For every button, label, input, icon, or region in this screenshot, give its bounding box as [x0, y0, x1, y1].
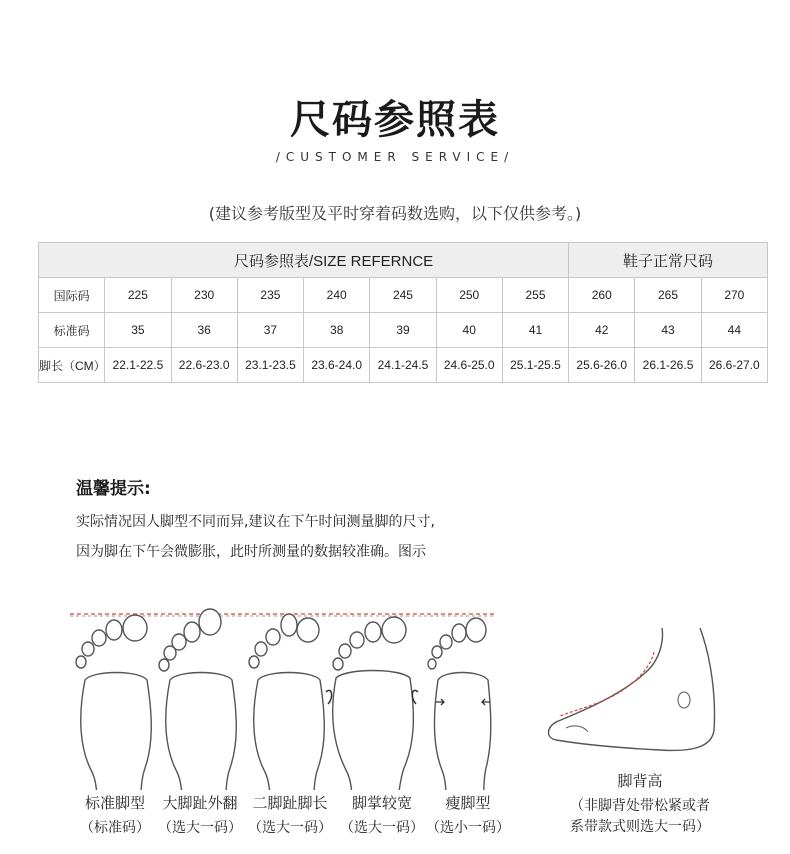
- table-cell: 225: [105, 278, 171, 313]
- foot-advice-wide: （选大一码）: [340, 820, 424, 836]
- table-cell: 26.1-26.5: [635, 348, 701, 383]
- tips-line-2: 因为脚在下午会微膨胀，此时所测量的数据较准确。图示: [76, 544, 426, 560]
- table-cell: 23.6-24.0: [304, 348, 370, 383]
- foot-advice-high-instep-2: 系带款式则选大一码）: [570, 819, 710, 835]
- table-cell: 39: [370, 313, 436, 348]
- table-cell: 36: [171, 313, 237, 348]
- reference-note: (建议参考版型及平时穿着码数选购，以下仅供参考。): [208, 204, 582, 223]
- table-cell: 255: [502, 278, 568, 313]
- table-header-row: [39, 243, 768, 278]
- foot-advice-bunion: （选大一码）: [158, 820, 242, 836]
- table-cell: 245: [370, 278, 436, 313]
- table-cell: 240: [304, 278, 370, 313]
- table-cell: 25.6-26.0: [569, 348, 635, 383]
- foot-illustrations: [0, 600, 790, 790]
- tips-title: 温馨提示:: [76, 479, 151, 499]
- foot-name-standard: 标准脚型: [84, 794, 145, 812]
- tips-line-1: 实际情况因人脚型不同而异,建议在下午时间测量脚的尺寸,: [76, 514, 435, 530]
- table-main-header: 尺码参照表/SIZE REFERNCE: [39, 243, 569, 278]
- row-label: 国际码: [39, 278, 105, 313]
- foot-name-high-instep: 脚背高: [617, 772, 663, 790]
- table-cell: 230: [171, 278, 237, 313]
- table-row: [39, 278, 768, 313]
- table-cell: 44: [701, 313, 767, 348]
- table-cell: 235: [237, 278, 303, 313]
- table-cell: 40: [436, 313, 502, 348]
- foot-standard-icon: [76, 615, 151, 790]
- table-right-header: 鞋子正常尺码: [569, 243, 768, 278]
- foot-slim-icon: [428, 618, 491, 790]
- table-cell: 35: [105, 313, 171, 348]
- foot-high-instep-icon: [549, 628, 715, 750]
- table-row: [39, 313, 768, 348]
- table-cell: 250: [436, 278, 502, 313]
- table-cell: 22.6-23.0: [171, 348, 237, 383]
- foot-advice-high-instep-1: （非脚背处带松紧或者: [570, 798, 710, 814]
- foot-advice-slim: （选小一码）: [426, 820, 510, 836]
- table-cell: 24.1-24.5: [370, 348, 436, 383]
- foot-name-wide: 脚掌较宽: [351, 794, 412, 812]
- table-cell: 265: [635, 278, 701, 313]
- size-table: [38, 242, 768, 383]
- table-cell: 42: [569, 313, 635, 348]
- table-cell: 260: [569, 278, 635, 313]
- table-cell: 25.1-25.5: [502, 348, 568, 383]
- foot-name-long-second-toe: 二脚趾脚长: [252, 794, 328, 812]
- foot-wide-icon: [326, 617, 418, 790]
- table-cell: 270: [701, 278, 767, 313]
- page-subtitle: /CUSTOMER SERVICE/: [275, 150, 515, 164]
- table-cell: 23.1-23.5: [237, 348, 303, 383]
- table-cell: 38: [304, 313, 370, 348]
- row-label: 标准码: [39, 313, 105, 348]
- row-label: 脚长（CM）: [39, 348, 105, 383]
- foot-bunion-icon: [159, 609, 236, 790]
- table-row: [39, 348, 768, 383]
- table-cell: 22.1-22.5: [105, 348, 171, 383]
- table-cell: 26.6-27.0: [701, 348, 767, 383]
- page-title: 尺码参照表: [290, 97, 500, 143]
- foot-name-bunion: 大脚趾外翻: [162, 794, 238, 812]
- table-cell: 41: [502, 313, 568, 348]
- table-cell: 43: [635, 313, 701, 348]
- foot-long-second-toe-icon: [249, 614, 324, 790]
- foot-advice-long-second-toe: （选大一码）: [248, 820, 332, 836]
- foot-name-slim: 瘦脚型: [445, 794, 491, 812]
- foot-advice-standard: （标准码）: [80, 820, 150, 836]
- table-cell: 24.6-25.0: [436, 348, 502, 383]
- table-cell: 37: [237, 313, 303, 348]
